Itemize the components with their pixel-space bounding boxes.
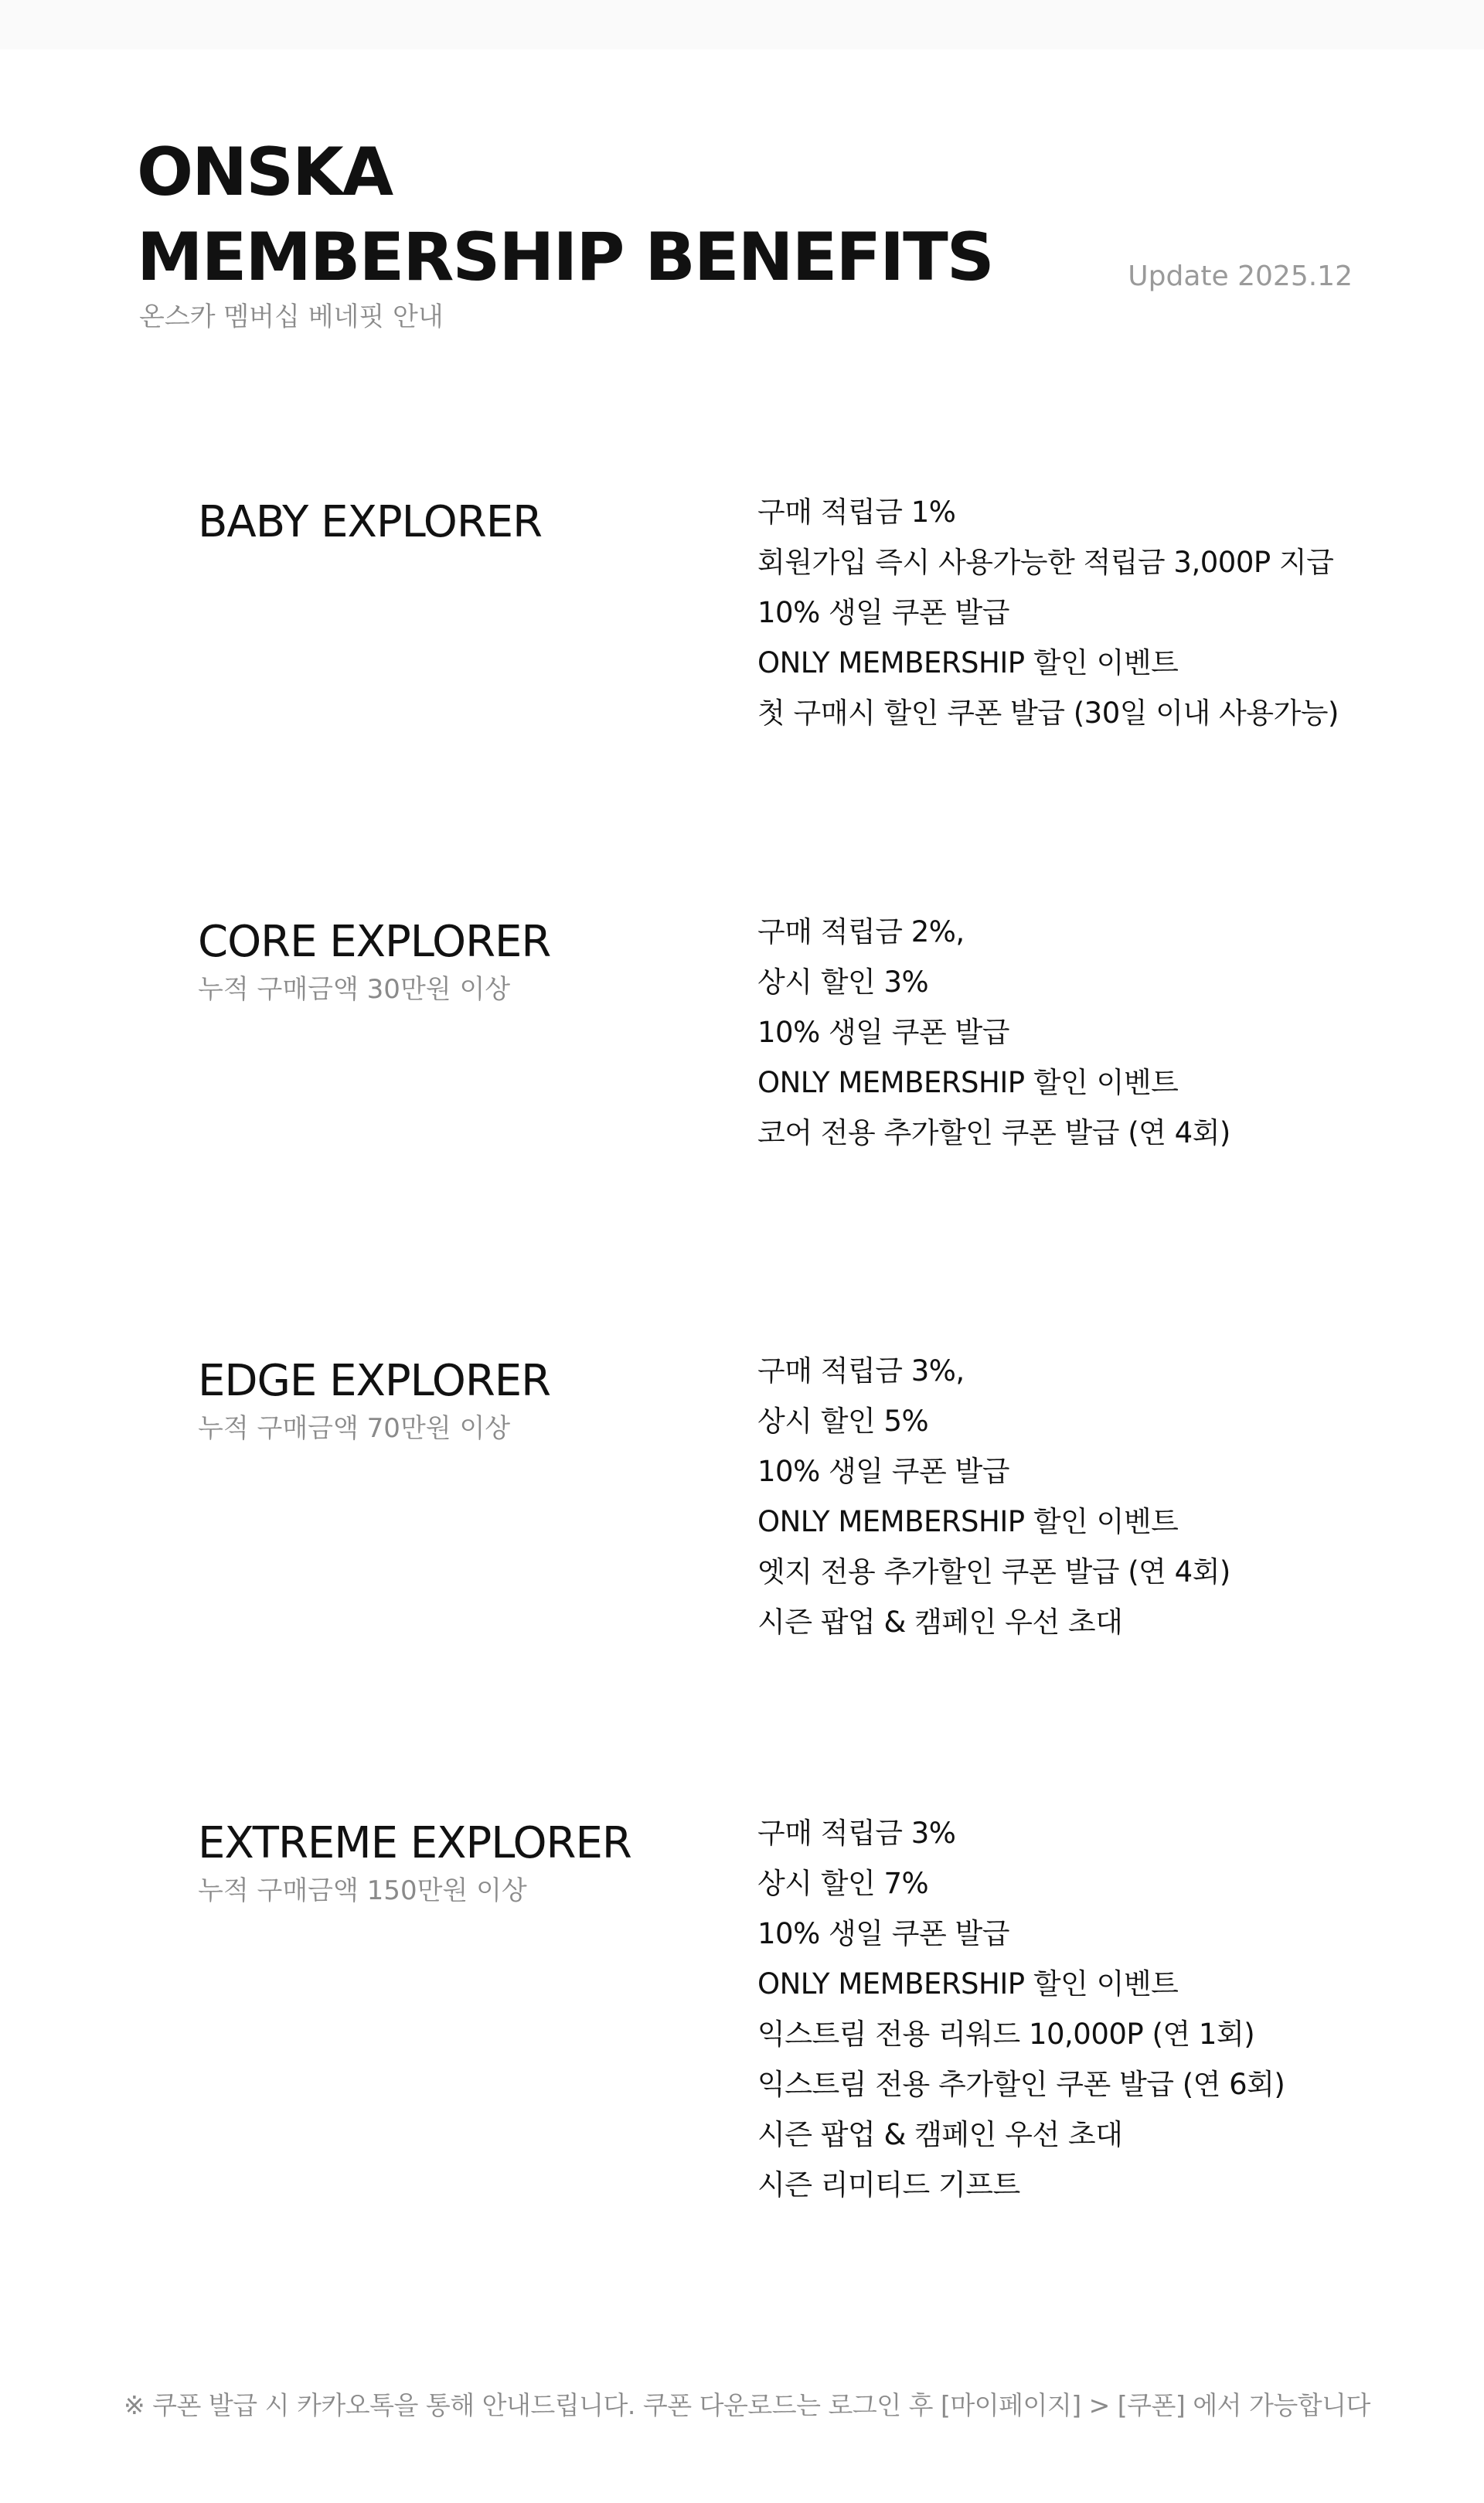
benefit-item: ONLY MEMBERSHIP 할인 이벤트 <box>757 1505 1179 1538</box>
benefit-item: 10% 생일 쿠폰 발급 <box>757 596 1009 629</box>
tier-requirement: 누적 구매금액 150만원 이상 <box>198 1875 527 1906</box>
benefit-item: 10% 생일 쿠폰 발급 <box>757 1455 1009 1488</box>
tier-name: EXTREME EXPLORER <box>198 1818 631 1868</box>
benefit-item: ONLY MEMBERSHIP 할인 이벤트 <box>757 1967 1179 2001</box>
benefit-item: 10% 생일 쿠폰 발급 <box>757 1917 1009 1950</box>
tier-requirement: 누적 구매금액 70만원 이상 <box>198 1413 511 1444</box>
coupon-footnote: ※ 쿠폰 발급 시 카카오톡을 통해 안내드립니다. 쿠폰 다운로드는 로그인 후 [마이페이지] > [쿠폰] 에서 가능합니다 <box>124 2390 1370 2420</box>
page-subtitle: 온스카 멤버십 베네핏 안내 <box>139 301 444 332</box>
benefit-item: 시즌 리미티드 기프트 <box>757 2168 1020 2202</box>
benefit-item: 익스트림 전용 리워드 10,000P (연 1회) <box>757 2018 1255 2051</box>
page-title <box>137 130 993 300</box>
page-title-line-2: MEMBERSHIP BENEFITS <box>137 219 993 296</box>
benefit-list <box>757 1346 1230 1647</box>
benefit-item: 시즌 팝업 & 캠페인 우선 초대 <box>757 1606 1123 1639</box>
benefit-item: 구매 적립금 3%, <box>757 1354 965 1388</box>
benefit-item: 구매 적립금 3% <box>757 1817 956 1850</box>
benefit-list <box>757 1808 1285 2210</box>
benefit-item: ONLY MEMBERSHIP 할인 이벤트 <box>757 1066 1179 1099</box>
tier-requirement: 누적 구매금액 30만원 이상 <box>198 974 511 1005</box>
benefit-item: 10% 생일 쿠폰 발급 <box>757 1016 1009 1049</box>
benefit-item: 첫 구매시 할인 쿠폰 발급 (30일 이내 사용가능) <box>757 696 1339 730</box>
update-date: Update 2025.12 <box>1128 261 1353 292</box>
benefit-item: 회원가입 즉시 사용가능한 적립금 3,000P 지급 <box>757 546 1334 579</box>
tier-name: BABY EXPLORER <box>198 497 543 547</box>
top-strip <box>0 0 1484 49</box>
benefit-item: 상시 할인 3% <box>757 965 929 999</box>
benefit-item: 구매 적립금 2%, <box>757 915 965 948</box>
benefit-item: 익스트림 전용 추가할인 쿠폰 발급 (연 6회) <box>757 2068 1285 2101</box>
benefit-item: 구매 적립금 1% <box>757 495 956 529</box>
benefit-list <box>757 907 1230 1158</box>
benefit-item: 시즌 팝업 & 캠페인 우선 초대 <box>757 2118 1123 2151</box>
tier-name: EDGE EXPLORER <box>198 1356 551 1406</box>
benefit-item: 상시 할인 5% <box>757 1405 929 1438</box>
benefit-item: ONLY MEMBERSHIP 할인 이벤트 <box>757 646 1179 679</box>
benefit-item: 코어 전용 추가할인 쿠폰 발급 (연 4회) <box>757 1116 1230 1149</box>
benefit-item: 상시 할인 7% <box>757 1867 929 1900</box>
benefit-list <box>757 487 1339 738</box>
page-title-line-1: ONSKA <box>137 134 393 211</box>
tier-name: CORE EXPLORER <box>198 917 551 967</box>
benefit-item: 엣지 전용 추가할인 쿠폰 발급 (연 4회) <box>757 1555 1230 1589</box>
